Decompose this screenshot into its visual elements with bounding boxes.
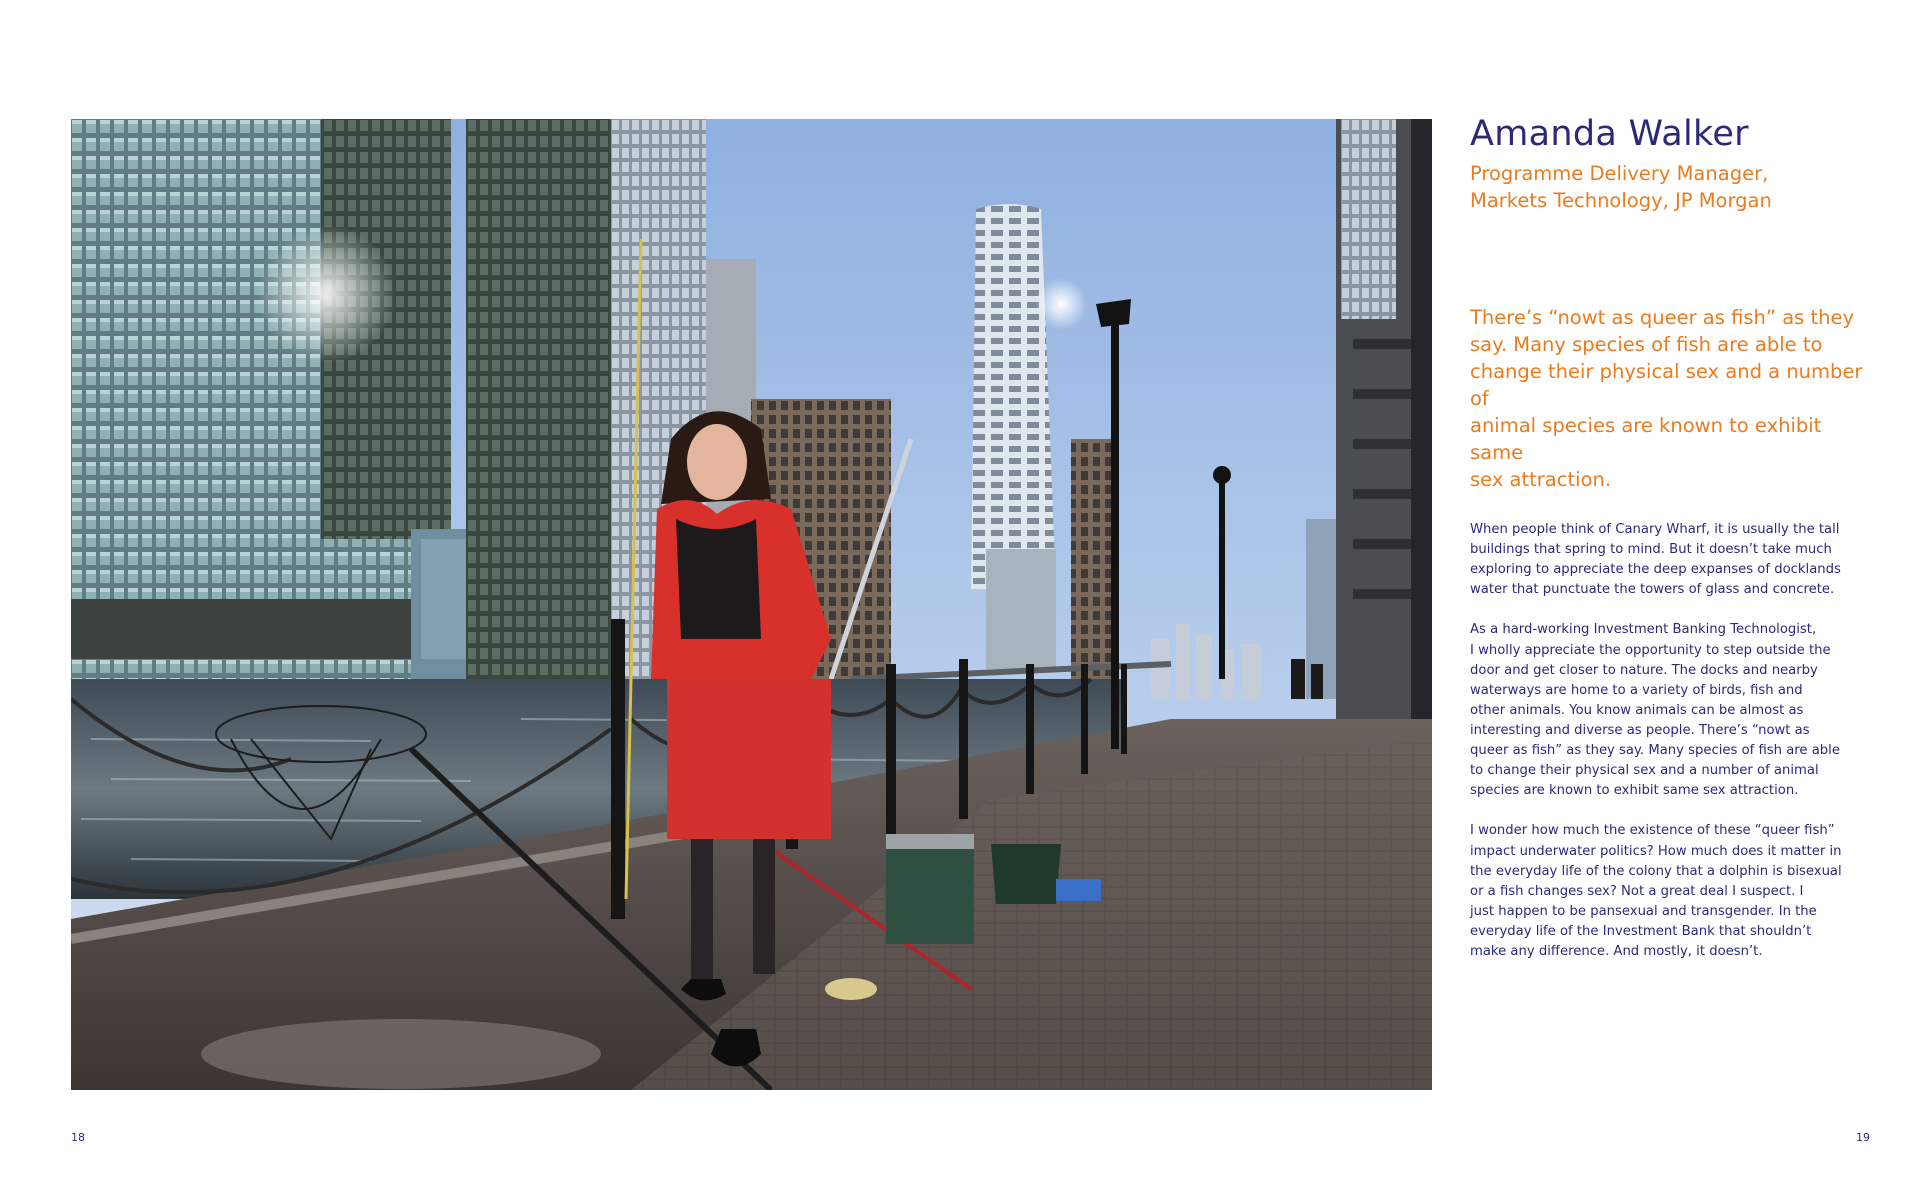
pull-quote-line: say. Many species of fish are able to — [1470, 333, 1823, 356]
body-line: interesting and diverse as people. There’s “nowt as — [1470, 722, 1810, 738]
body-text — [1470, 520, 1870, 962]
body-line: exploring to appreciate the deep expanses of docklands — [1470, 562, 1841, 578]
body-line: to change their physical sex and a number of animal — [1470, 763, 1819, 779]
page-number-left: 18 — [71, 1131, 85, 1144]
body-line: When people think of Canary Wharf, it is usually the tall — [1470, 522, 1840, 537]
body-line: or a fish changes sex? Not a great deal I suspect. I — [1470, 883, 1804, 899]
body-line: just happen to be pansexual and transgender. In the — [1470, 903, 1817, 919]
role-line: Markets Technology, JP Morgan — [1470, 189, 1772, 212]
portrait-photo — [71, 119, 1432, 1090]
body-line: I wholly appreciate the opportunity to step outside the — [1470, 642, 1831, 658]
body-line: door and get closer to nature. The docks and nearby — [1470, 662, 1818, 678]
body-line: queer as fish” as they say. Many species of fish are able — [1470, 743, 1840, 759]
body-line: other animals. You know animals can be almost as — [1470, 702, 1804, 718]
body-line: waterways are home to a variety of birds, fish and — [1470, 682, 1803, 698]
pull-quote-line: change their physical sex and a number of — [1470, 360, 1863, 410]
body-line: buildings that spring to mind. But it doesn’t take much — [1470, 542, 1832, 558]
pull-quote-line: animal species are known to exhibit same — [1470, 414, 1822, 464]
body-line: As a hard-working Investment Banking Technologist, — [1470, 622, 1817, 638]
body-paragraph — [1470, 620, 1870, 801]
body-paragraph — [1470, 821, 1870, 962]
role-line: Programme Delivery Manager, — [1470, 162, 1769, 185]
body-line: impact underwater politics? How much does it matter in — [1470, 843, 1842, 859]
pull-quote — [1470, 304, 1870, 493]
pull-quote-line: sex attraction. — [1470, 468, 1612, 491]
body-line: the everyday life of the colony that a dolphin is bisexual — [1470, 863, 1842, 879]
profile-name: Amanda Walker — [1470, 114, 1749, 154]
body-line: species are known to exhibit same sex attraction. — [1470, 783, 1799, 799]
body-line: everyday life of the Investment Bank that shouldn’t — [1470, 923, 1812, 939]
pull-quote-line: There’s “nowt as queer as fish” as they — [1470, 306, 1855, 329]
profile-role — [1470, 160, 1870, 214]
body-paragraph — [1470, 520, 1870, 600]
page-number-right: 19 — [1856, 1131, 1870, 1144]
body-line: I wonder how much the existence of these “queer fish” — [1470, 823, 1835, 839]
body-line: make any difference. And mostly, it doesn’t. — [1470, 943, 1763, 959]
profile-text-column — [1470, 112, 1870, 982]
body-line: water that punctuate the towers of glass and concrete. — [1470, 582, 1835, 598]
